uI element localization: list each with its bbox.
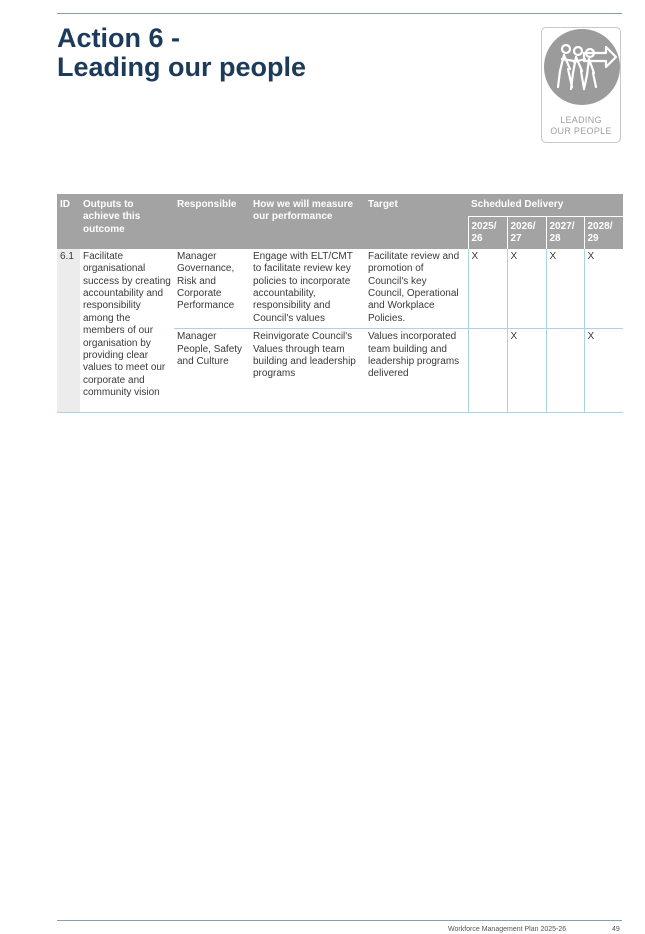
cell-outputs: Facilitate organisational success by creating accountability and responsibility among the members of our organisation by providing clear values to meet our corporate and community vision	[80, 249, 174, 413]
page-title-line2: Leading our people	[57, 52, 307, 82]
header-year-2027: 2027/ 28	[546, 217, 584, 249]
bottom-divider	[57, 920, 622, 921]
cell-mark-2026: X	[507, 249, 546, 329]
badge-label-line2: OUR PEOPLE	[550, 126, 612, 136]
cell-mark-2026: X	[507, 329, 546, 413]
header-responsible: Responsible	[174, 194, 250, 249]
header-year-2025: 2025/ 26	[468, 217, 507, 249]
cell-measure: Engage with ELT/CMT to facilitate review key policies to incorporate accountability, responsibility and Council's values	[250, 249, 365, 329]
cell-target: Values incorporated team building and leadership programs delivered	[365, 329, 468, 413]
top-divider	[57, 13, 622, 14]
page-title-line1: Action 6 -	[57, 23, 181, 53]
cell-mark-2025: X	[468, 249, 507, 329]
people-pulling-arrow-icon	[544, 29, 620, 105]
table-row	[57, 249, 623, 329]
footer-page-number: 49	[612, 926, 620, 933]
header-outputs: Outputs to achieve this outcome	[80, 194, 174, 249]
cell-responsible: Manager People, Safety and Culture	[174, 329, 250, 413]
page-title	[57, 24, 306, 82]
scheduled-delivery-table	[57, 194, 623, 413]
header-year-2028: 2028/ 29	[584, 217, 623, 249]
header-scheduled-delivery: Scheduled Delivery	[468, 194, 623, 217]
header-target: Target	[365, 194, 468, 249]
cell-measure: Reinvigorate Council's Values through team building and leadership programs	[250, 329, 365, 413]
header-measure: How we will measure our performance	[250, 194, 365, 249]
cell-responsible: Manager Governance, Risk and Corporate Performance	[174, 249, 250, 329]
cell-mark-2028: X	[584, 329, 623, 413]
footer-document-title: Workforce Management Plan 2025-26	[448, 926, 567, 933]
leading-our-people-badge	[541, 27, 621, 143]
cell-mark-2028: X	[584, 249, 623, 329]
cell-mark-2027: X	[546, 249, 584, 329]
cell-mark-2027	[546, 329, 584, 413]
table-header-row	[57, 194, 623, 217]
cell-target: Facilitate review and promotion of Council's key Council, Operational and Workplace Policies.	[365, 249, 468, 329]
cell-mark-2025	[468, 329, 507, 413]
cell-id: 6.1	[57, 249, 80, 413]
badge-label-line1: LEADING	[560, 115, 602, 125]
header-year-2026: 2026/ 27	[507, 217, 546, 249]
header-id: ID	[57, 194, 80, 249]
